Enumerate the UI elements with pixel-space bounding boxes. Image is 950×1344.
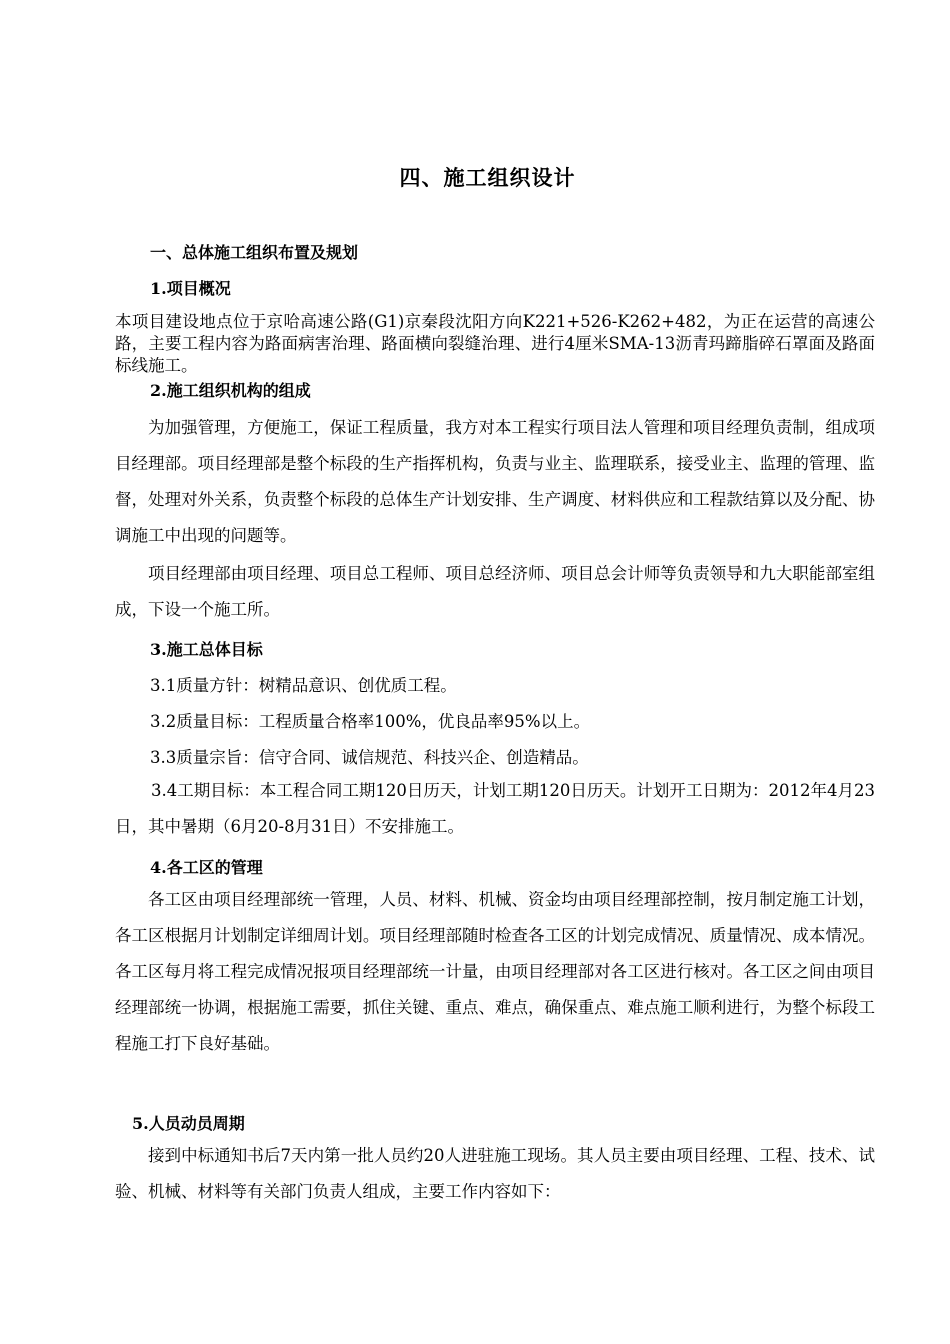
goal-quality-policy: 3.1质量方针：树精品意识、创优质工程。	[150, 676, 457, 695]
section-heading: 一、总体施工组织布置及规划	[150, 243, 359, 262]
paragraph-organization: 为加强管理，方便施工，保证工程质量，我方对本工程实行项目法人管理和项目经理负责制，组成项目经理部。项目经理部是整个标段的生产指挥机构，负责与业主、监理联系，接受业主、监理的管理、监督，处理对外关系，负责整个标段的总体生产计划安排、生产调度、材料供应和工程款结算以及分配、协调施工中出现的问题等。	[115, 418, 875, 545]
goal-quality-purpose: 3.3质量宗旨：信守合同、诚信规范、科技兴企、创造精品。	[150, 748, 589, 767]
goal-schedule: 3.4工期目标：本工程合同工期120日历天，计划工期120日历天。计划开工日期为：2012年4月23日，其中暑期（6月20-8月31日）不安排施工。	[115, 781, 875, 836]
paragraph-mobilization: 接到中标通知书后7天内第一批人员约20人进驻施工现场。其人员主要由项目经理、工程、技术、试验、机械、材料等有关部门负责人组成，主要工作内容如下：	[115, 1146, 875, 1201]
heading-project-overview: 1.项目概况	[150, 279, 231, 298]
goal-quality-target: 3.2质量目标：工程质量合格率100%，优良品率95%以上。	[150, 712, 591, 731]
paragraph-department: 项目经理部由项目经理、项目总工程师、项目总经济师、项目总会计师等负责领导和九大职能部室组成，下设一个施工所。	[115, 564, 875, 619]
paragraph-project-overview: 本项目建设地点位于京哈高速公路(G1)京秦段沈阳方向K221+526-K262+482，为正在运营的高速公路，主要工程内容为路面病害治理、路面横向裂缝治理、进行4厘米SMA-13沥青玛蹄脂碎石罩面及路面标线施工。	[115, 312, 875, 375]
paragraph-work-area-management: 各工区由项目经理部统一管理，人员、材料、机械、资金均由项目经理部控制，按月制定施工计划，各工区根据月计划制定详细周计划。项目经理部随时检查各工区的计划完成情况、质量情况、成本情况。各工区每月将工程完成情况报项目经理部统一计量，由项目经理部对各工区进行核对。各工区之间由项目经理部统一协调，根据施工需要，抓住关键、重点、难点，确保重点、难点施工顺利进行，为整个标段工程施工打下良好基础。	[115, 890, 875, 1053]
page-title: 四、施工组织设计	[399, 165, 576, 190]
heading-work-area-management: 4.各工区的管理	[150, 858, 263, 877]
heading-mobilization: 5.人员动员周期	[132, 1114, 245, 1133]
heading-organization: 2.施工组织机构的组成	[150, 381, 311, 400]
heading-goals: 3.施工总体目标	[150, 640, 263, 659]
